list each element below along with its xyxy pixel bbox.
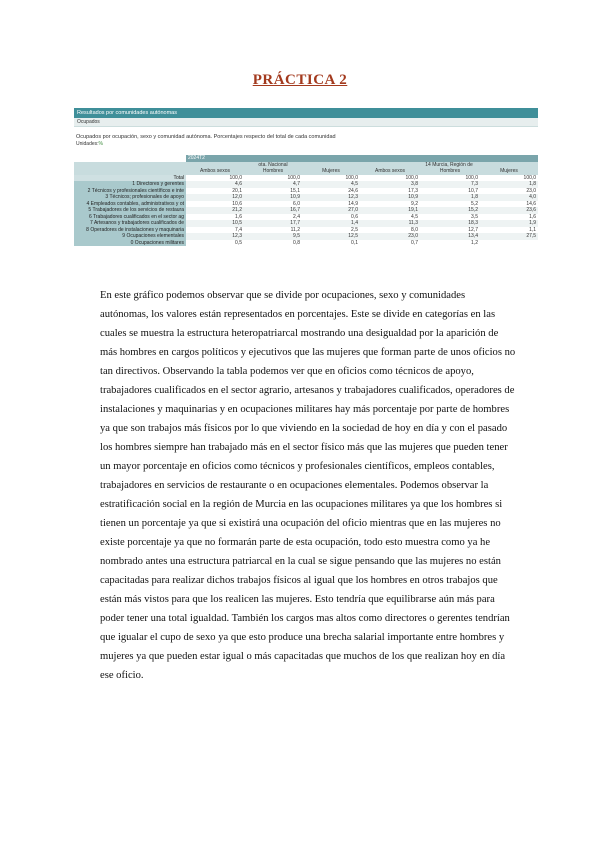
table-cell: 24,6	[302, 188, 360, 195]
table-cell: 16,7	[244, 207, 302, 214]
table-cell: 2,5	[302, 227, 360, 234]
table-cell: 1,9	[480, 220, 538, 227]
table-cell: 1,1	[480, 227, 538, 234]
table-cell: 17,3	[360, 188, 420, 195]
body-paragraph: En este gráfico podemos observar que se divide por ocupaciones, sexo y comunidades autónomas, los valores están representados en porcentajes. Este se divide en categorías en las cuales se muestra la estructura heteropatriarcal mostrando una desigualdad por la aparición de más hombres en cargos políticos y ejecutivos que las mujeres que forman parte de unos oficios no tan directivos. Observando la tabla podemos ver que en oficios como técnicos de apoyo, trabajadores cualificados en el sector agrario, artesanos y trabajadores cualificados, operadores de instalaciones y maquinarias y en ocupaciones militares hay más porcentaje por parte de hombres ya que son trabajos más físicos por lo que viviendo en la sociedad de hoy en día y con el pasado los hombres siempre han trabajado más en el sector físico más que las mujeres que pueden tener un mayor porcentaje en oficios como técnicos y profesionales científicos, empleos contables, trabajadores en servicios de restaurante o en ocupaciones elementales. Podemos observar la estratificación social en la región de Murcia en las ocupaciones militares ya que los hombres si tienen un porcentaje ya que si existirá una ocupación del oficio mientras que en las mujeres no existe porcentaje ya que no formarán parte de esta ocupación, todo esto muestra como ya he nombrado antes una estructura patriarcal en la cual se sigue pensando que las mujeres no están capacitadas para realizar dichos trabajos físicos al igual que los hombres en otros trabajos que están más vistos para que los realicen las mujeres. Esto tendría que equilibrarse aún más para poder tener una total igualdad. También los cargos mas altos como directores o gerentes tendrían que igualar el cupo de sexo ya que esto produce una brecha salarial importante entre hombres y mujeres ya que pueden estar igual o más capacitadas que muchos de los que realizan hoy en día ese oficio.	[100, 290, 516, 681]
table-cell: 10,5	[186, 220, 244, 227]
table-cell: 100,0	[420, 175, 480, 182]
table-cell: 3,8	[360, 181, 420, 188]
units-symbol: %	[98, 141, 103, 147]
table-cell: 0,6	[302, 214, 360, 221]
table-cell: 12,0	[186, 194, 244, 201]
units-label: Unidades:	[76, 141, 99, 147]
table-cell: 1,6	[186, 214, 244, 221]
table-cell: 12,3	[186, 233, 244, 240]
column-header: Mujeres	[480, 168, 538, 175]
table-caption: Ocupados por ocupación, sexo y comunidad autónoma. Porcentajes respecto del total de cada comunidad	[76, 134, 336, 140]
table-cell: 27,5	[480, 233, 538, 240]
row-label: 8 Operadores de instalaciones y maquinaria	[74, 227, 186, 234]
table-cell: 4,0	[480, 194, 538, 201]
table-cell: 20,1	[186, 188, 244, 195]
row-label: 7 Artesanos y trabajadores cualificados de	[74, 220, 186, 227]
table-cell: 4,5	[302, 181, 360, 188]
table-cell: 0,5	[186, 240, 244, 247]
table-cell: 1,4	[302, 220, 360, 227]
table-cell: 12,7	[420, 227, 480, 234]
row-label: 0 Ocupaciones militares	[74, 240, 186, 247]
results-banner: Resultados por comunidades autónomas	[74, 108, 538, 118]
table-cell: 4,6	[186, 181, 244, 188]
table-screenshot	[74, 108, 538, 246]
table-cell: 13,4	[420, 233, 480, 240]
table-cell: 21,2	[186, 207, 244, 214]
table-cell: 7,4	[186, 227, 244, 234]
table-cell: 10,7	[420, 188, 480, 195]
results-subbanner: Ocupados	[74, 118, 538, 127]
table-body	[74, 175, 538, 247]
page-title: PRÁCTICA 2	[252, 72, 348, 88]
table-cell: 9,5	[244, 233, 302, 240]
group-header-murcia: 14 Murcia, Región de	[360, 162, 538, 169]
table-cell: 10,9	[244, 194, 302, 201]
table-cell: 10,6	[186, 201, 244, 208]
table-cell: 8,0	[360, 227, 420, 234]
table-cell: 23,0	[360, 233, 420, 240]
table-cell: 27,0	[302, 207, 360, 214]
table-units	[74, 141, 538, 147]
table-cell: 1,8	[480, 181, 538, 188]
table-cell: 0,1	[302, 240, 360, 247]
table-cell: 4,7	[244, 181, 302, 188]
table-cell: 23,6	[480, 207, 538, 214]
table-cell: 1,2	[420, 240, 480, 247]
row-label: 9 Ocupaciones elementales	[74, 233, 186, 240]
table-cell	[480, 240, 538, 247]
group-header-national: ota. Nacional	[186, 162, 360, 169]
table-cell: 18,3	[420, 220, 480, 227]
table-cell: 19,1	[360, 207, 420, 214]
table-cell: 11,3	[360, 220, 420, 227]
occupation-table	[74, 155, 538, 246]
table-cell: 10,9	[360, 194, 420, 201]
table-cell: 100,0	[360, 175, 420, 182]
table-cell: 100,0	[302, 175, 360, 182]
row-label: 3 Técnicos; profesionales de apoyo	[74, 194, 186, 201]
table-cell: 9,2	[360, 201, 420, 208]
table-cell: 100,0	[480, 175, 538, 182]
table-cell: 7,3	[420, 181, 480, 188]
table-cell: 0,7	[360, 240, 420, 247]
table-cell: 1,6	[480, 214, 538, 221]
table-cell: 15,1	[244, 188, 302, 195]
table-cell: 12,3	[302, 194, 360, 201]
table-cell: 0,8	[244, 240, 302, 247]
row-label: Total	[74, 175, 186, 182]
table-cell: 1,8	[420, 194, 480, 201]
table-cell: 15,2	[420, 207, 480, 214]
table-cell: 3,5	[420, 214, 480, 221]
column-header: Ambos sexos	[360, 168, 420, 175]
table-cell: 100,0	[186, 175, 244, 182]
table-cell: 12,5	[302, 233, 360, 240]
table-cell: 23,0	[480, 188, 538, 195]
table-cell: 14,6	[480, 201, 538, 208]
table-cell: 14,9	[302, 201, 360, 208]
table-cell: 100,0	[244, 175, 302, 182]
column-header: Ambos sexos	[186, 168, 244, 175]
table-row	[74, 240, 538, 247]
column-header: Hombres	[420, 168, 480, 175]
row-label: 6 Trabajadores cualificados en el sector ag	[74, 214, 186, 221]
row-label: 2 Técnicos y profesionales científicos e inte	[74, 188, 186, 195]
column-header: Mujeres	[302, 168, 360, 175]
table-cell: 2,4	[244, 214, 302, 221]
row-label: 5 Trabajadores de los servicios de restaura	[74, 207, 186, 214]
row-label: 4 Empleados contables, administrativos y ot	[74, 201, 186, 208]
table-cell: 17,7	[244, 220, 302, 227]
table-cell: 11,2	[244, 227, 302, 234]
table-cell: 6,0	[244, 201, 302, 208]
column-header: Hombres	[244, 168, 302, 175]
year-label: 2024T2	[186, 155, 538, 162]
row-label: 1 Directores y gerentes	[74, 181, 186, 188]
table-cell: 4,5	[360, 214, 420, 221]
table-cell: 5,2	[420, 201, 480, 208]
